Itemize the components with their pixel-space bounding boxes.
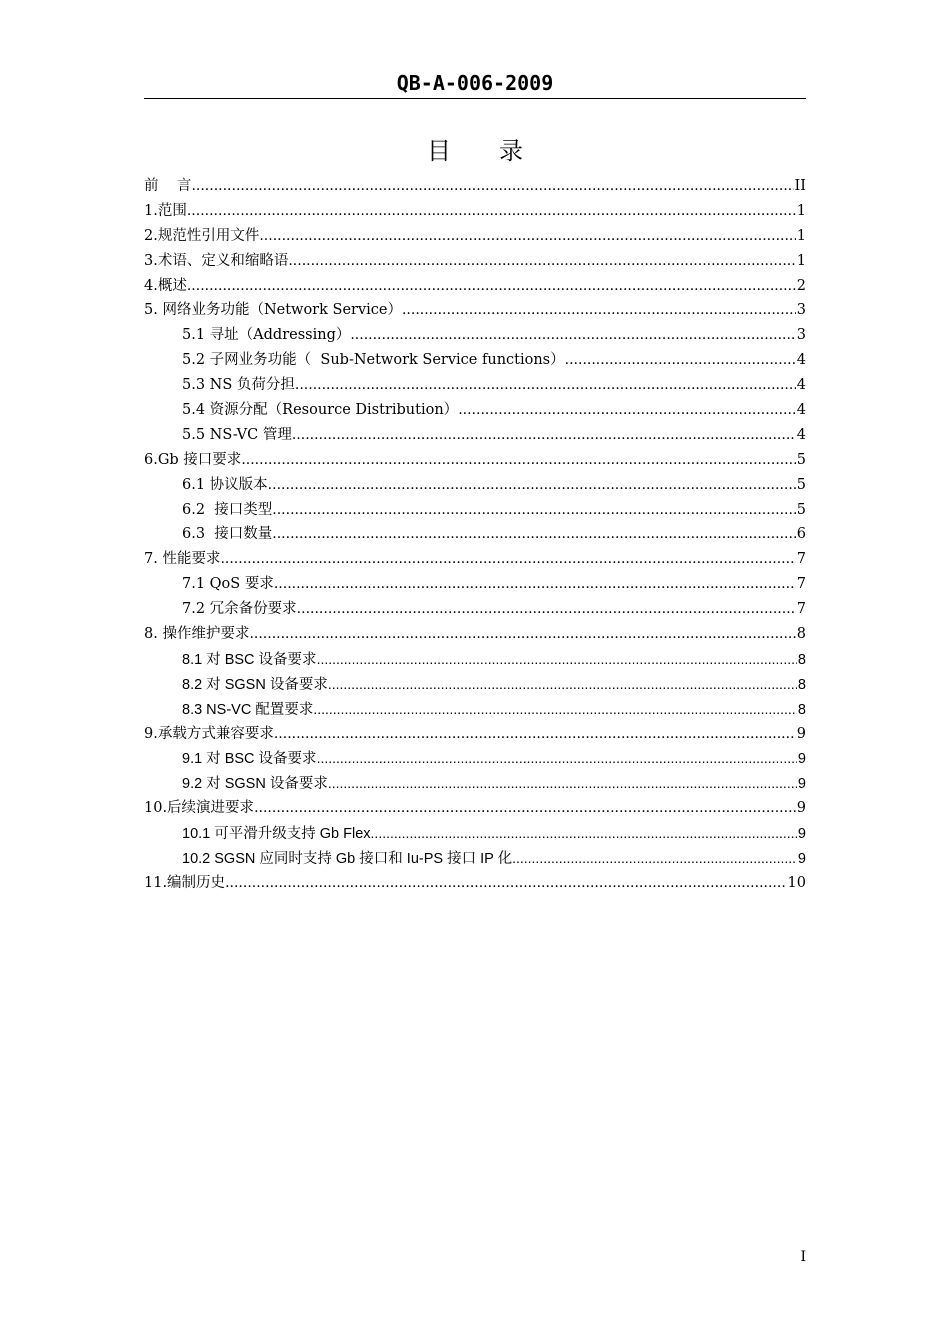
toc-dot-leader [292,423,796,448]
toc-entry-page: 5 [796,451,806,468]
toc-entry-label: 7. 性能要求 [144,551,221,568]
toc-entry-page: 5 [796,476,806,493]
toc-entry-page: 4 [796,377,806,394]
toc-dot-leader [565,348,796,373]
toc-entry[interactable] [144,821,806,846]
toc-entry-label: 7.2 冗余备份要求 [182,601,297,618]
toc-entry[interactable] [144,522,806,547]
toc-entry[interactable] [144,697,806,722]
toc-entry-page: 7 [796,576,806,593]
toc-entry-page: 6 [796,526,806,543]
toc-entry-page: 9 [797,851,806,868]
toc-entry-label: 4.概述 [144,277,187,294]
toc-dot-leader [187,199,796,224]
toc-entry[interactable] [144,746,806,771]
toc-entry[interactable] [144,871,806,896]
page-header [144,68,806,99]
toc-dot-leader [288,249,795,274]
toc-entry-label: 9.承载方式兼容要求 [144,725,274,742]
toc-entry-label: 8.3 NS-VC 配置要求 [182,701,314,718]
toc-dot-leader [254,796,796,821]
toc-entry-page: 1 [796,202,806,219]
toc-dot-leader [259,224,795,249]
toc-entry-label: 6.2 接口类型 [182,501,273,518]
toc-dot-leader [249,622,795,647]
toc-entry-page: 9 [797,751,806,768]
toc-dot-leader [220,547,795,572]
toc-entry-page: 8 [796,626,806,643]
toc-entry[interactable] [144,672,806,697]
toc-entry-label: 6.1 协议版本 [182,476,268,493]
toc-entry-label: 3.术语、定义和缩略语 [144,252,289,269]
toc-dot-leader [274,722,796,747]
toc-entry[interactable] [144,224,806,249]
toc-entry-label: 8. 操作维护要求 [144,626,250,643]
toc-dot-leader [371,821,797,846]
document-code: QB-A-006-2009 [396,71,554,95]
toc-dot-leader [328,771,797,796]
toc-entry-page: 1 [796,227,806,244]
toc-entry[interactable] [144,622,806,647]
toc-entry-label: 5. 网络业务功能（Network Service） [144,302,402,319]
toc-entry[interactable] [144,498,806,523]
toc-entry[interactable] [144,771,806,796]
toc-dot-leader [274,572,796,597]
toc-entry[interactable] [144,174,806,199]
toc-entry[interactable] [144,423,806,448]
toc-entry-page: 3 [796,327,806,344]
toc-entry-page: 8 [797,651,806,668]
toc-entry-label: 9.2 对 SGSN 设备要求 [182,776,328,793]
toc-dot-leader [512,846,797,871]
toc-entry[interactable] [144,348,806,373]
toc-entry[interactable] [144,274,806,299]
toc-entry[interactable] [144,473,806,498]
toc-dot-leader [458,398,796,423]
toc-entry-label: 1.范围 [144,202,187,219]
toc-entry-page: 8 [797,701,806,718]
toc-entry-page: 7 [796,601,806,618]
toc-entry-page: 10 [787,874,806,891]
table-of-contents [144,174,806,896]
toc-entry[interactable] [144,323,806,348]
toc-entry-page: 5 [796,501,806,518]
footer-page-number: I [800,1249,806,1265]
toc-entry-label: 10.1 可平滑升级支持 Gb Flex [182,826,371,843]
toc-dot-leader [272,522,795,547]
toc-dot-leader [402,298,796,323]
toc-entry[interactable] [144,796,806,821]
toc-entry-label: 5.2 子网业务功能（ Sub-Network Service functions） [182,352,565,369]
toc-title: 目录 [427,137,571,165]
toc-entry-page: 4 [796,402,806,419]
toc-entry-label: 9.1 对 BSC 设备要求 [182,751,317,768]
toc-entry-label: 6.3 接口数量 [182,526,273,543]
toc-dot-leader [225,871,786,896]
toc-entry-label: 7.1 QoS 要求 [182,576,274,593]
toc-entry[interactable] [144,722,806,747]
toc-entry-label: 6.Gb 接口要求 [144,451,242,468]
toc-entry[interactable] [144,398,806,423]
toc-entry-label: 5.3 NS 负荷分担 [182,377,295,394]
toc-dot-leader [295,373,796,398]
toc-dot-leader [313,697,797,722]
toc-entry-page: 4 [796,426,806,443]
toc-entry[interactable] [144,448,806,473]
toc-entry-label: 11.编制历史 [144,874,226,891]
toc-entry-page: 9 [796,725,806,742]
toc-entry[interactable] [144,572,806,597]
toc-dot-leader [187,274,796,299]
toc-dot-leader [191,174,793,199]
toc-entry-page: 9 [797,826,806,843]
toc-entry-page: 9 [796,800,806,817]
toc-dot-leader [317,647,797,672]
toc-entry[interactable] [144,597,806,622]
toc-entry-label: 5.4 资源分配（Resource Distribution） [182,402,459,419]
toc-entry-page: 3 [796,302,806,319]
toc-entry[interactable] [144,249,806,274]
toc-entry[interactable] [144,647,806,672]
toc-entry-label: 8.2 对 SGSN 设备要求 [182,676,328,693]
toc-entry-label: 10.后续演进要求 [144,800,255,817]
toc-entry-page: 9 [797,776,806,793]
toc-entry[interactable] [144,547,806,572]
toc-entry-label: 前 言 [144,178,192,194]
toc-entry-page: II [794,178,806,194]
toc-entry-label: 8.1 对 BSC 设备要求 [182,651,317,668]
toc-dot-leader [241,448,795,473]
toc-entry-page: 2 [796,277,806,294]
toc-dot-leader [317,746,797,771]
toc-entry-page: 8 [797,676,806,693]
toc-dot-leader [297,597,796,622]
toc-entry-label: 5.1 寻址（Addressing） [182,327,351,344]
toc-entry[interactable] [144,373,806,398]
toc-dot-leader [272,498,795,523]
toc-entry[interactable] [144,846,806,871]
toc-entry-page: 7 [796,551,806,568]
toc-dot-leader [350,323,795,348]
toc-entry[interactable] [144,199,806,224]
toc-dot-leader [328,672,797,697]
toc-entry-label: 5.5 NS-VC 管理 [182,426,292,443]
toc-entry-page: 1 [796,252,806,269]
toc-entry-page: 4 [796,352,806,369]
toc-entry-label: 2.规范性引用文件 [144,227,260,244]
toc-dot-leader [268,473,796,498]
toc-entry-label: 10.2 SGSN 应同时支持 Gb 接口和 Iu-PS 接口 IP 化 [182,851,513,868]
toc-entry[interactable] [144,298,806,323]
